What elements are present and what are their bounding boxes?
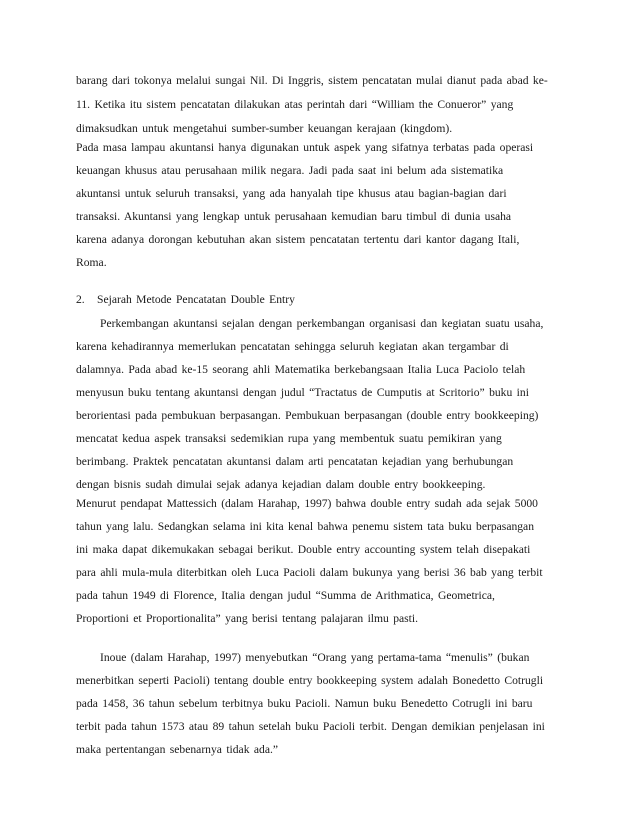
text-line: barang dari tokonya melalui sungai Nil. Di Inggris, sistem pencatatan mulai dianut pada abad ke- <box>76 74 548 87</box>
text-line: akuntansi untuk seluruh transaksi, yang ada hanyalah tipe khusus atau bagian-bagian dari <box>76 187 507 200</box>
text-line: ini maka dapat dikemukakan sebagai berikut. Double entry accounting system telah disepakati <box>76 543 531 556</box>
text-line: terbit pada tahun 1573 atau 89 tahun setelah buku Pacioli terbit. Dengan demikian penjelasan ini <box>76 720 545 733</box>
text-line: Inoue (dalam Harahap, 1997) menyebutkan “Orang yang pertama-tama “menulis” (bukan <box>100 651 530 664</box>
text-line: Proportioni et Proportionalita” yang berisi tentang palajaran ilmu pasti. <box>76 612 419 625</box>
text-line: dengan bisnis sudah dimulai sejak adanya kejadian dalam double entry bookkeeping. <box>76 478 486 491</box>
text-line: dalamnya. Pada abad ke-15 seorang ahli Matematika berkebangsaan Italia Luca Paciolo telah <box>76 363 526 376</box>
text-line: Roma. <box>76 256 107 269</box>
text-line: berorientasi pada pembukuan berpasangan. Pembukuan berpasangan (double entry bookkeeping) <box>76 409 539 422</box>
text-line: dimaksudkan untuk mengetahui sumber-sumber keuangan kerajaan (kingdom). <box>76 122 453 135</box>
text-line: transaksi. Akuntansi yang lengkap untuk perusahaan kemudian baru timbul di dunia usaha <box>76 210 512 223</box>
text-line: pada tahun 1949 di Florence, Italia dengan judul “Summa de Arithmatica, Geometrica, <box>76 589 495 602</box>
text-line: Pada masa lampau akuntansi hanya digunakan untuk aspek yang sifatnya terbatas pada operasi <box>76 141 534 154</box>
section-title: Sejarah Metode Pencatatan Double Entry <box>97 293 295 306</box>
text-line: 11. Ketika itu sistem pencatatan dilakukan atas perintah dari “William the Conueror” yang <box>76 98 514 111</box>
text-line: Perkembangan akuntansi sejalan dengan perkembangan organisasi dan kegiatan suatu usaha, <box>100 317 544 330</box>
text-line: mencatat kedua aspek transaksi sedemikian rupa yang membentuk suatu pemikiran yang <box>76 432 502 445</box>
text-line: menerbitkan seperti Pacioli) tentang double entry bookkeeping system adalah Bonedetto Cotrugli <box>76 674 544 687</box>
text-line: menyusun buku tentang akuntansi dengan judul “Tractatus de Cumputis at Scritorio” buku ini <box>76 386 529 399</box>
section-number: 2. <box>76 293 85 306</box>
text-line: karena adanya dorongan kebutuhan akan sistem pencatatan tertentu dari kantor dagang Itali, <box>76 233 520 246</box>
text-line: berimbang. Praktek pencatatan akuntansi dalam arti pencatatan kejadian yang berhubungan <box>76 455 514 468</box>
text-line: maka pertentangan sebenarnya tidak ada.” <box>76 743 279 756</box>
text-line: Menurut pendapat Mattessich (dalam Harahap, 1997) bahwa double entry sudah ada sejak 5000 <box>76 497 538 510</box>
text-line: pada 1458, 36 tahun sebelum terbitnya buku Pacioli. Namun buku Benedetto Cotrugli ini baru <box>76 697 533 710</box>
text-line: tahun yang lalu. Sedangkan selama ini kita kenal bahwa penemu sistem tata buku berpasangan <box>76 520 534 533</box>
text-line: para ahli mula-mula diterbitkan oleh Luca Pacioli dalam bukunya yang berisi 36 bab yang terbit <box>76 566 543 579</box>
text-line: karena kehadirannya memerlukan pencatatan sehingga seluruh kegiatan akan tergambar di <box>76 340 509 353</box>
text-line: keuangan khusus atau perusahaan milik negara. Jadi pada saat ini belum ada sistematika <box>76 164 504 177</box>
